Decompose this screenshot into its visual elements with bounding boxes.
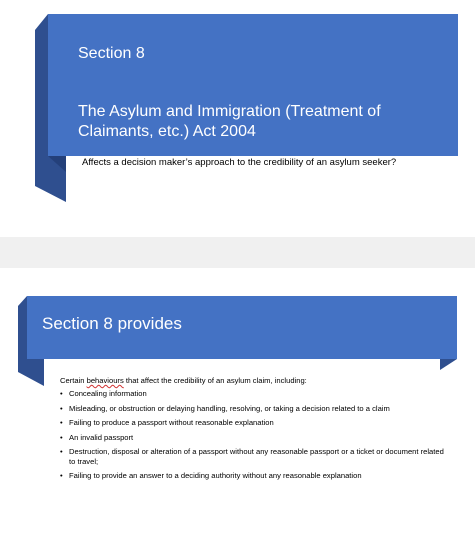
- act-title: The Asylum and Immigration (Treatment of Claimants, etc.) Act 2004: [78, 103, 381, 140]
- intro-prefix: Certain: [60, 376, 87, 385]
- section-label: Section 8: [78, 45, 145, 62]
- slide-title: Section 8 provides: [42, 314, 182, 333]
- list-item: • Concealing information: [60, 389, 445, 399]
- intro-text: [60, 376, 460, 386]
- slide-1-body-text: Affects a decision maker’s approach to the credibility of an asylum seeker?: [82, 157, 397, 168]
- bullet-list: [60, 389, 445, 486]
- slide-1: [0, 0, 475, 237]
- banner-fold-right: [440, 359, 457, 370]
- list-item: • Failing to produce a passport without reasonable explanation: [60, 418, 445, 428]
- spellcheck-flagged-word: behaviours: [86, 376, 124, 385]
- list-item: • An invalid passport: [60, 433, 445, 443]
- intro-suffix: that affect the credibility of an asylum claim, including:: [123, 376, 307, 385]
- list-item: • Destruction, disposal or alteration of a passport without any reasonable passport or a ticket or document related to travel;: [60, 447, 445, 466]
- list-item: • Failing to provide an answer to a deciding authority without any reasonable explanation: [60, 471, 445, 481]
- list-item: • Misleading, or obstruction or delaying handling, resolving, or taking a decision related to a claim: [60, 404, 445, 414]
- slide-2: [0, 268, 475, 535]
